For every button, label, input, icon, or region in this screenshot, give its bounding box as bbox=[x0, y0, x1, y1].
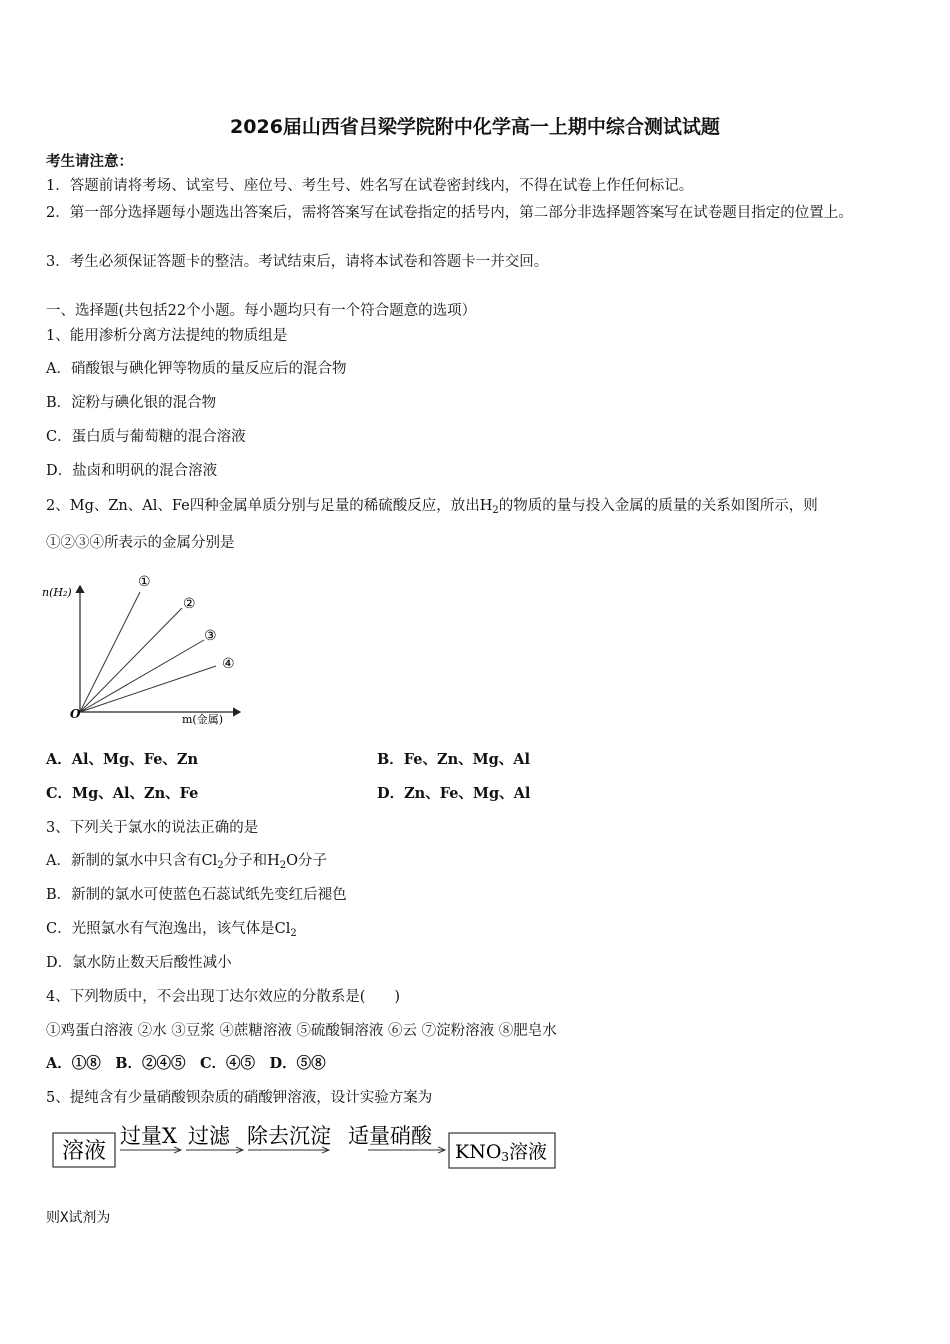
q2-graph bbox=[40, 568, 260, 733]
q3-option-c-pre: C．光照氯水有气泡逸出，该气体是Cl bbox=[46, 921, 291, 937]
q3-option-a-mid: 分子和H bbox=[223, 853, 280, 869]
q4-options: A．①⑧ B．②④⑤ C．④⑤ D．⑤⑧ bbox=[46, 1055, 326, 1072]
q5-flow-start: 溶液 bbox=[61, 1139, 107, 1164]
q5-flow-step1: 过量X bbox=[120, 1124, 177, 1148]
q2-graph-line-2 bbox=[80, 608, 182, 712]
q5-flow-step3: 除去沉淀 bbox=[247, 1124, 331, 1148]
q2-graph-origin: O bbox=[70, 707, 81, 721]
q5-flow-end-post: 溶液 bbox=[509, 1141, 548, 1163]
q1-option-d: D．盐卤和明矾的混合溶液 bbox=[46, 463, 218, 479]
q3-option-b: B．新制的氯水可使蓝色石蕊试纸先变红后褪色 bbox=[46, 887, 347, 903]
q2-graph-label-3: ③ bbox=[204, 628, 217, 644]
q2-option-a: A．Al、Mg、Fe、Zn bbox=[46, 751, 199, 768]
q3-option-a-post: O分子 bbox=[286, 853, 327, 869]
q1-stem: 1、能用渗析分离方法提纯的物质组是 bbox=[46, 328, 288, 344]
page-title: 2026届山西省吕梁学院附中化学高一上期中综合测试试题 bbox=[230, 116, 720, 138]
q2-graph-xlabel: m(金属) bbox=[182, 713, 224, 726]
q2-graph-label-1: ① bbox=[138, 574, 151, 590]
q5-question: 则X试剂为 bbox=[46, 1210, 111, 1226]
q4-items: ①鸡蛋白溶液 ②水 ③豆浆 ④蔗糖溶液 ⑤硫酸铜溶液 ⑥云 ⑦淀粉溶液 ⑧肥皂水 bbox=[46, 1023, 557, 1039]
q2-option-c: C．Mg、Al、Zn、Fe bbox=[46, 785, 199, 802]
q3-option-d: D．氯水防止数天后酸性减小 bbox=[46, 955, 232, 971]
q2-option-b: B．Fe、Zn、Mg、Al bbox=[377, 751, 531, 768]
q5-stem: 5、提纯含有少量硝酸钡杂质的硝酸钾溶液，设计实验方案为 bbox=[46, 1090, 433, 1106]
notice-item-2: 2．第一部分选择题每小题选出答案后，需将答案写在试卷指定的括号内，第二部分非选择题答案写在试卷题目指定的位置上。 bbox=[46, 205, 853, 221]
q1-option-c: C．蛋白质与葡萄糖的混合溶液 bbox=[46, 429, 246, 445]
q2-option-d: D．Zn、Fe、Mg、Al bbox=[377, 785, 531, 802]
q1-option-b: B．淀粉与碘化银的混合物 bbox=[46, 395, 217, 411]
q3-option-a-pre: A．新制的氯水中只含有Cl bbox=[46, 853, 218, 869]
q3-option-a-sub2: 2 bbox=[279, 860, 287, 871]
q5-flow-step2: 过滤 bbox=[188, 1124, 230, 1148]
section-heading: 一、选择题(共包括22个小题。每小题均只有一个符合题意的选项） bbox=[46, 303, 477, 319]
q2-stem-pre: 2、Mg、Zn、Al、Fe四种金属单质分别与足量的稀硫酸反应，放出H bbox=[46, 498, 493, 514]
q5-flow-diagram bbox=[48, 1118, 560, 1174]
q5-flow-end bbox=[455, 1141, 547, 1164]
q2-stem-post: 的物质的量与投入金属的质量的关系如图所示，则 bbox=[498, 498, 818, 514]
notice-heading: 考生请注意： bbox=[46, 153, 133, 170]
q4-stem: 4、下列物质中，不会出现丁达尔效应的分散系是( ) bbox=[46, 989, 401, 1005]
q2-stem-sub: 2 bbox=[492, 505, 499, 516]
q2-graph-label-2: ② bbox=[183, 596, 196, 612]
q2-graph-label-4: ④ bbox=[222, 656, 235, 672]
q3-stem: 3、下列关于氯水的说法正确的是 bbox=[46, 820, 259, 836]
q2-stem bbox=[46, 496, 818, 516]
q5-flow-step4: 适量硝酸 bbox=[348, 1124, 432, 1148]
q1-option-a: A．硝酸银与碘化钾等物质的量反应后的混合物 bbox=[46, 361, 347, 377]
q5-flow-end-pre: KNO bbox=[455, 1141, 502, 1163]
q2-graph-ylabel: n(H₂) bbox=[42, 586, 72, 599]
q3-option-c bbox=[46, 919, 297, 939]
q5-flow-end-sub: 3 bbox=[501, 1150, 510, 1164]
q3-option-a bbox=[46, 851, 327, 871]
notice-item-3: 3．考生必须保证答题卡的整洁。考试结束后，请将本试卷和答题卡一并交回。 bbox=[46, 254, 549, 270]
q3-option-a-sub1: 2 bbox=[217, 860, 224, 871]
notice-item-1: 1．答题前请将考场、试室号、座位号、考生号、姓名写在试卷密封线内，不得在试卷上作任何标记。 bbox=[46, 178, 694, 194]
q3-option-c-sub: 2 bbox=[290, 928, 297, 939]
q2-graph-line-1 bbox=[80, 592, 140, 712]
q2-stem-line2: ①②③④所表示的金属分别是 bbox=[46, 535, 235, 551]
